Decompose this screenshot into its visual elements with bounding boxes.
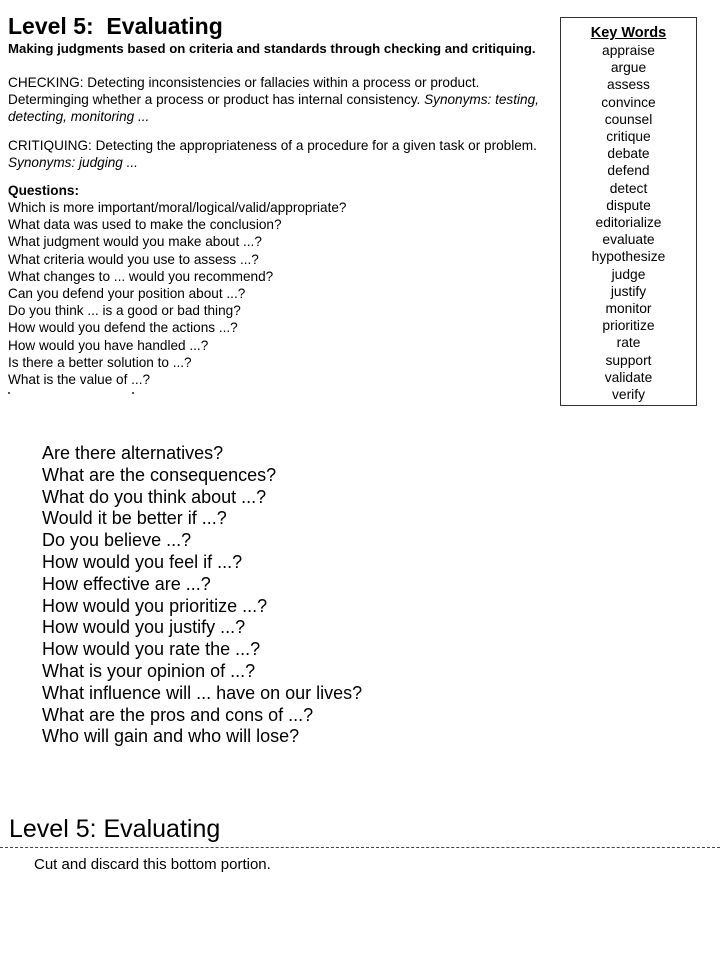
- key-words-box: [560, 17, 697, 406]
- question-item: How would you defend the actions ...?: [8, 320, 238, 336]
- key-word-item: prioritize: [602, 318, 655, 334]
- key-word-item: support: [605, 352, 652, 368]
- more-questions-list: [42, 443, 362, 748]
- key-word-item: verify: [612, 387, 645, 403]
- key-words-list: [561, 42, 696, 403]
- question-item: How would you justify ...?: [42, 617, 246, 638]
- key-word-item: critique: [606, 129, 651, 145]
- question-item: What data was used to make the conclusion?: [8, 217, 282, 233]
- key-word-item: defend: [607, 163, 650, 179]
- question-item: What criteria would you use to assess ...?: [8, 251, 259, 267]
- critiquing-paragraph: [8, 137, 548, 171]
- question-item: Are there alternatives?: [42, 443, 224, 463]
- key-word-item: editorialize: [595, 215, 662, 231]
- checking-text: CHECKING: Detecting inconsistencies or fallacies within a process or product. Determinging whether a process or product has internal consistency.: [8, 75, 480, 107]
- checking-paragraph: [8, 74, 548, 125]
- question-item: What are the pros and cons of ...?: [42, 704, 314, 725]
- key-word-item: detect: [609, 180, 648, 196]
- page-title: Level 5: Evaluating: [8, 13, 223, 39]
- scan-specks: [8, 392, 148, 398]
- key-word-item: assess: [607, 77, 650, 93]
- critiquing-synonyms: Synonyms: judging ...: [8, 155, 138, 170]
- key-word-item: counsel: [604, 111, 653, 127]
- key-word-item: hypothesize: [591, 249, 666, 265]
- questions-heading: Questions:: [8, 183, 79, 198]
- page-subtitle: Making judgments based on criteria and standards through checking and critiquing.: [8, 41, 536, 56]
- question-item: How would you feel if ...?: [42, 551, 243, 572]
- question-item: How would you prioritize ...?: [42, 595, 268, 616]
- question-item: How would you rate the ...?: [42, 639, 261, 660]
- question-item: Would it be better if ...?: [42, 508, 227, 529]
- cut-note: Cut and discard this bottom portion.: [34, 856, 271, 873]
- critiquing-text: CRITIQUING: Detecting the appropriateness of a procedure for a given task or problem.: [8, 138, 537, 153]
- question-item: How effective are ...?: [42, 573, 211, 594]
- checking-synonyms: Synonyms: testing, detecting, monitoring ...: [8, 92, 539, 124]
- question-item: How would you have handled ...?: [8, 337, 209, 353]
- key-word-item: argue: [610, 60, 647, 76]
- question-item: Which is more important/moral/logical/valid/appropriate?: [8, 200, 347, 215]
- questions-list: [8, 199, 346, 388]
- key-word-item: monitor: [605, 301, 652, 317]
- key-words-title: Key Words: [590, 25, 667, 41]
- question-item: What influence will ... have on our lives?: [42, 682, 363, 703]
- key-word-item: debate: [607, 146, 650, 162]
- key-word-item: dispute: [606, 197, 651, 213]
- key-word-item: rate: [616, 335, 641, 351]
- question-item: What are the consequences?: [42, 464, 277, 485]
- question-item: What is the value of ...?: [8, 372, 151, 388]
- question-item: Who will gain and who will lose?: [42, 726, 300, 747]
- question-item: Do you believe ...?: [42, 530, 192, 551]
- question-item: What changes to ... would you recommend?: [8, 268, 274, 284]
- question-item: Do you think ... is a good or bad thing?: [8, 303, 241, 319]
- question-item: Is there a better solution to ...?: [8, 354, 192, 370]
- key-word-item: justify: [610, 283, 647, 299]
- question-item: Can you defend your position about ...?: [8, 286, 246, 302]
- key-word-item: convince: [601, 94, 656, 110]
- key-word-item: evaluate: [602, 232, 655, 248]
- level-label: Level 5: Evaluating: [9, 815, 221, 843]
- key-word-item: judge: [611, 266, 646, 282]
- question-item: What judgment would you make about ...?: [8, 234, 262, 250]
- key-word-item: validate: [604, 369, 653, 385]
- key-word-item: appraise: [602, 43, 655, 58]
- cut-line: [0, 847, 720, 848]
- question-item: What is your opinion of ...?: [42, 660, 256, 681]
- question-item: What do you think about ...?: [42, 486, 267, 507]
